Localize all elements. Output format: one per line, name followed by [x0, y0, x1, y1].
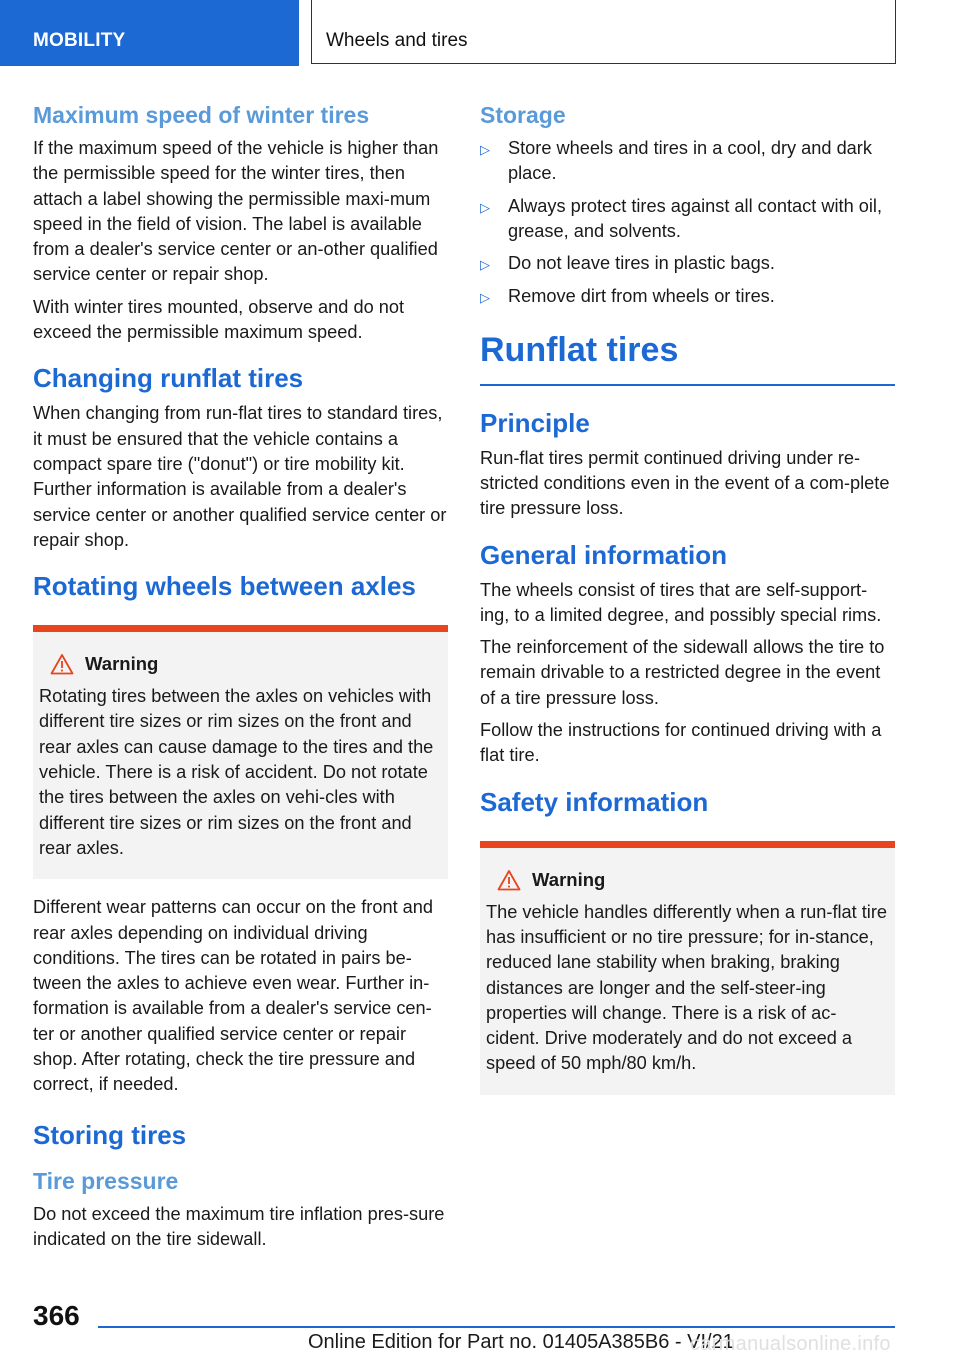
bullet-triangle-icon: ▷ [480, 257, 490, 273]
paragraph: With winter tires mounted, observe and do not exceed the permissible maximum speed. [33, 296, 405, 343]
paragraph: When changing from run-flat tires to standard tires, it must be ensured that the vehicle contains a compact spare tire ("donut") or tire mobility kit. Further information is available from a dealer's service center or another qualified service center or repair shop. [33, 403, 447, 550]
warning-title: Warning [85, 653, 159, 675]
heading-general-information: General information [480, 539, 728, 570]
page-header [0, 0, 960, 66]
heading-storage: Storage [480, 102, 566, 128]
heading-safety-information: Safety information [480, 786, 709, 817]
heading-changing-runflat: Changing runflat tires [33, 363, 304, 394]
storage-list [480, 136, 895, 310]
page-number: 366 [33, 1300, 80, 1331]
section-tab: MOBILITY [0, 0, 299, 66]
paragraph: The wheels consist of tires that are self-support‐ing, to a limited degree, and possibly special rims. [480, 579, 882, 625]
list-item: ▷ Store wheels and tires in a cool, dry and dark place. [480, 136, 895, 187]
paragraph: Run-flat tires permit continued driving under re‐stricted conditions even in the event of a com‐plete tire pressure loss. [480, 447, 890, 519]
warning-title: Warning [532, 868, 606, 890]
bullet-triangle-icon: ▷ [480, 199, 490, 215]
warning-box [480, 841, 895, 1095]
bullet-triangle-icon: ▷ [480, 290, 490, 306]
list-item: ▷ Always protect tires against all contact with oil, grease, and solvents. [480, 194, 895, 245]
heading-rule [480, 384, 895, 386]
paragraph: The reinforcement of the sidewall allows the tire to remain drivable to a restricted degree in the event of a tire pressure loss. [480, 637, 885, 708]
warning-box [33, 625, 448, 879]
bullet-triangle-icon: ▷ [480, 142, 490, 157]
warning-header [486, 868, 889, 892]
paragraph: If the maximum speed of the vehicle is higher than the permissible speed for the winter tires, then attach a label showing the permissible maxi‐mum speed in the field of vision. The label is available from a dealer's service center or an‐other qualified service center or repair shop. [33, 138, 439, 285]
warning-header [39, 652, 442, 676]
warning-text: Rotating tires between the axles on vehicles with different tire sizes or rim sizes on the front and rear axles can cause damage to the tires and the vehicle. There is a risk of accident. Do not rotate the tires between the axles on vehi‐cles with different tire sizes or rim sizes on the front and rear axles. [39, 686, 434, 858]
heading-rotating-wheels: Rotating wheels between axles [33, 571, 416, 602]
footer-watermark: carmanualsonline.info [690, 1333, 891, 1355]
heading-max-speed: Maximum speed of winter tires [33, 102, 370, 128]
warning-text: The vehicle handles differently when a run-flat tire has insufficient or no tire pressure; for in‐stance, reduced lane stability when braking, braking distances are longer and the self-steer‐ing properties will change. There is a risk of ac‐cident. Drive moderately and do not exceed a speed of 50 mph/80 km/h. [486, 901, 888, 1074]
left-column [33, 100, 448, 1259]
heading-principle: Principle [480, 407, 590, 438]
warning-triangle-icon [50, 653, 74, 675]
heading-tire-pressure: Tire pressure [33, 1167, 179, 1194]
footer-edition: Online Edition for Part no. 01405A385B6 - VI/21 [308, 1331, 734, 1353]
paragraph: Do not exceed the maximum tire inflation pres‐sure indicated on the tire sidewall. [33, 1203, 445, 1249]
paragraph: Follow the instructions for continued driving with a flat tire. [480, 720, 882, 766]
chapter-heading-runflat: Runflat tires [480, 331, 679, 370]
heading-storing-tires: Storing tires [33, 1119, 187, 1150]
list-item: ▷ Do not leave tires in plastic bags. [480, 251, 895, 277]
footer-rule [98, 1326, 895, 1328]
chapter-title: Wheels and tires [311, 0, 896, 64]
warning-triangle-icon [497, 869, 521, 891]
right-column [480, 100, 895, 1111]
list-item: ▷ Remove dirt from wheels or tires. [480, 284, 895, 310]
paragraph: Different wear patterns can occur on the front and rear axles depending on individual driving conditions. The tires can be rotated in pairs be‐tween the axles to achieve even wear. Further in‐formation is available from a dealer's service cen‐ter or another qualified service center or repair shop. After rotating, check the tire pressure and correct, if needed. [33, 897, 434, 1095]
